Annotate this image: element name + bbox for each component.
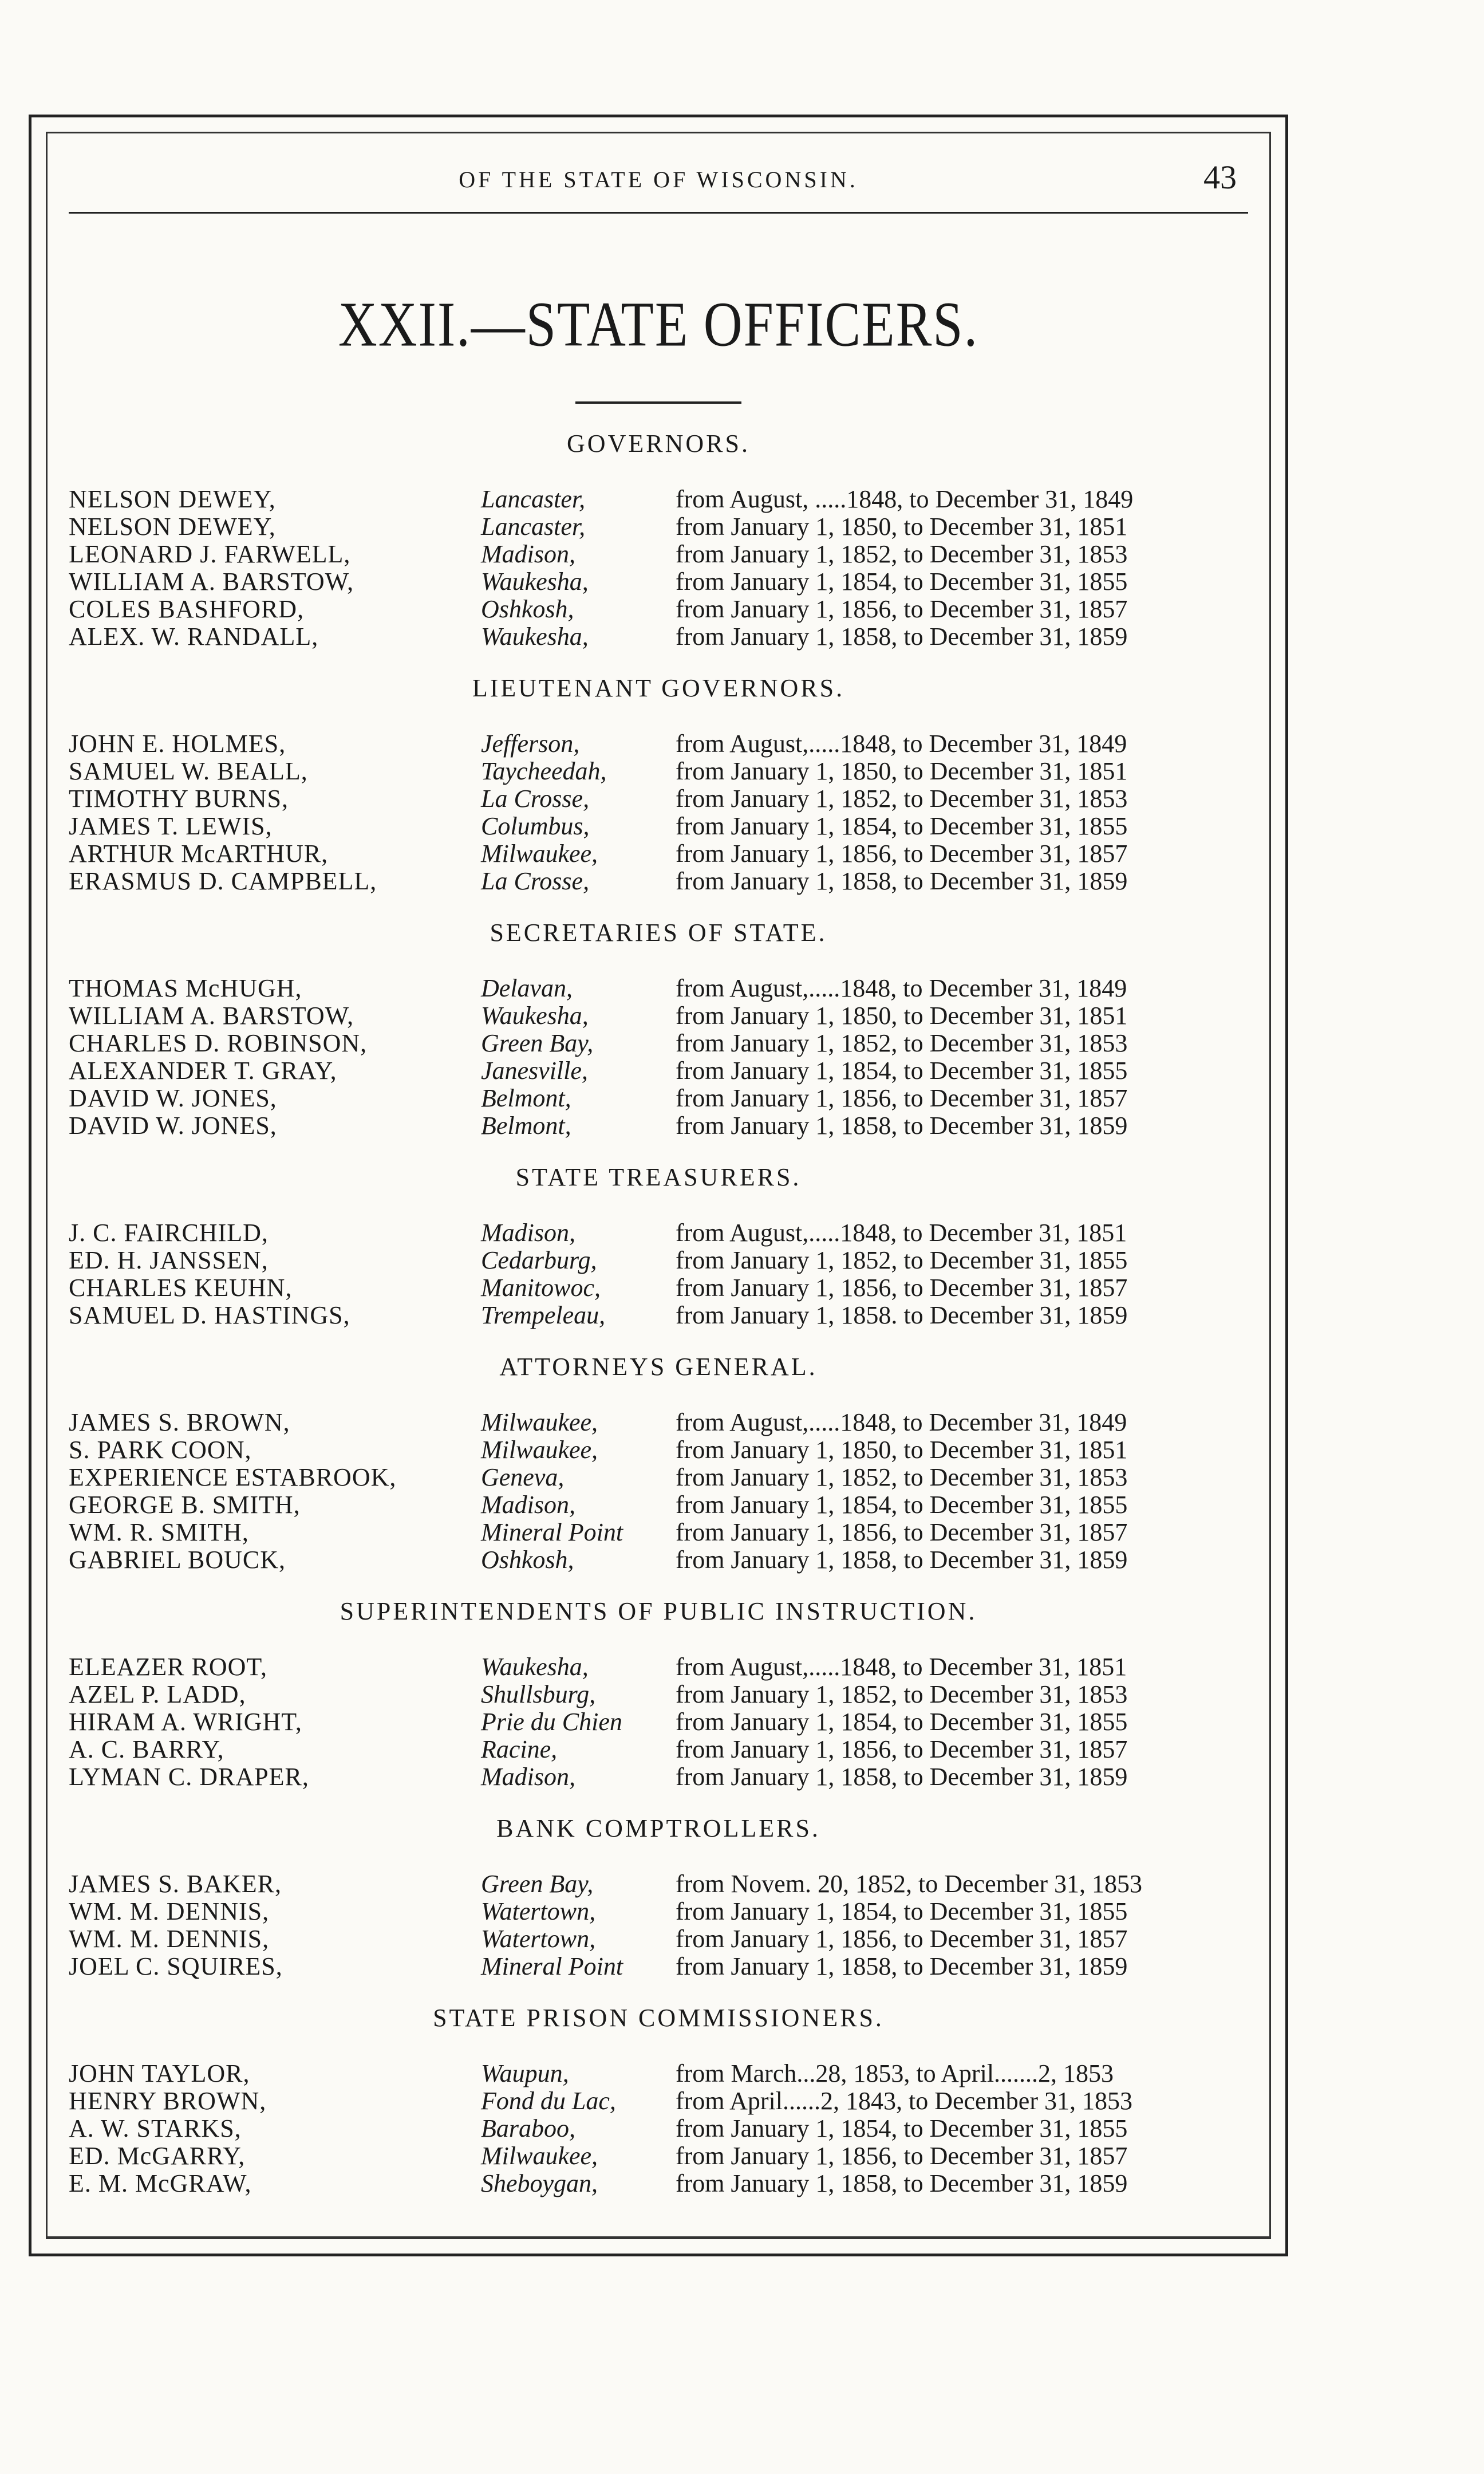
term-dates: from August,.....1848, to December 31, 1849 <box>676 974 1127 1002</box>
term-dates: from January 1, 1856, to December 31, 1857 <box>676 2142 1128 2170</box>
officer-entry <box>69 1491 1248 1519</box>
officer-name: LEONARD J. FARWELL, <box>69 540 351 568</box>
officer-residence: Madison, <box>481 1763 575 1791</box>
officer-entry <box>69 1519 1248 1546</box>
term-dates: from January 1, 1858. to December 31, 1859 <box>676 1301 1128 1329</box>
officer-residence: Jefferson, <box>481 730 580 758</box>
officer-residence: Madison, <box>481 1219 575 1247</box>
officer-residence: Milwaukee, <box>481 1408 598 1436</box>
officer-name: JOHN TAYLOR, <box>69 2059 250 2087</box>
officer-name: S. PARK COON, <box>69 1436 252 1464</box>
officer-name: ELEAZER ROOT, <box>69 1653 268 1681</box>
officer-name: ED. McGARRY, <box>69 2142 246 2170</box>
officer-residence: Baraboo, <box>481 2114 575 2142</box>
officer-name: DAVID W. JONES, <box>69 1112 277 1140</box>
term-dates: from January 1, 1858, to December 31, 1859 <box>676 1112 1128 1140</box>
term-dates: from August,.....1848, to December 31, 1851 <box>676 1653 1127 1681</box>
officer-residence: Janesville, <box>481 1057 588 1085</box>
officer-entry <box>69 1953 1248 1980</box>
section-heading: GOVERNORS. <box>567 430 750 458</box>
officer-residence: Lancaster, <box>481 485 586 513</box>
officer-residence: Watertown, <box>481 1925 596 1953</box>
officer-entry <box>69 1870 1248 1898</box>
term-dates: from January 1, 1856, to December 31, 1857 <box>676 1518 1128 1546</box>
officer-name: WM. M. DENNIS, <box>69 1925 270 1953</box>
officer-residence: Mineral Point <box>481 1518 623 1546</box>
officer-name: DAVID W. JONES, <box>69 1084 277 1112</box>
officer-entry <box>69 1247 1248 1274</box>
officer-entry <box>69 541 1248 568</box>
term-dates: from January 1, 1850, to December 31, 1851 <box>676 513 1128 541</box>
page-border-bottom <box>46 2236 1271 2238</box>
officer-section <box>69 673 1248 895</box>
officer-residence: Madison, <box>481 1491 575 1519</box>
term-dates: from January 1, 1858, to December 31, 1859 <box>676 1546 1128 1574</box>
officer-section <box>69 918 1248 1140</box>
officer-residence: Green Bay, <box>481 1870 594 1898</box>
officer-residence: Belmont, <box>481 1084 571 1112</box>
officer-name: A. C. BARRY, <box>69 1735 224 1763</box>
officer-residence: Milwaukee, <box>481 840 598 868</box>
officer-entry <box>69 1464 1248 1491</box>
term-dates: from Novem. 20, 1852, to December 31, 1853 <box>676 1870 1143 1898</box>
officer-name: CHARLES D. ROBINSON, <box>69 1029 368 1057</box>
officer-entry <box>69 1112 1248 1140</box>
officer-name: WILLIAM A. BARSTOW, <box>69 568 354 596</box>
officer-name: ED. H. JANSSEN, <box>69 1246 269 1274</box>
term-dates: from January 1, 1854, to December 31, 1855 <box>676 568 1128 596</box>
officer-entry <box>69 486 1248 513</box>
officer-name: ALEX. W. RANDALL, <box>69 623 319 651</box>
officer-residence: Fond du Lac, <box>481 2087 616 2115</box>
officer-name: CHARLES KEUHN, <box>69 1274 293 1302</box>
term-dates: from January 1, 1852, to December 31, 1853 <box>676 1680 1128 1708</box>
officer-name: ERASMUS D. CAMPBELL, <box>69 867 377 895</box>
term-dates: from January 1, 1858, to December 31, 1859 <box>676 623 1128 651</box>
title-rule <box>575 401 741 404</box>
term-dates: from January 1, 1854, to December 31, 1855 <box>676 1708 1128 1736</box>
officer-entry <box>69 1274 1248 1302</box>
officer-name: JOHN E. HOLMES, <box>69 730 286 758</box>
officer-entry <box>69 975 1248 1002</box>
officer-section <box>69 1352 1248 1574</box>
officer-residence: Geneva, <box>481 1463 565 1491</box>
officer-name: WILLIAM A. BARSTOW, <box>69 1002 354 1030</box>
officer-residence: Waukesha, <box>481 1002 589 1030</box>
term-dates: from January 1, 1856, to December 31, 1857 <box>676 595 1128 623</box>
term-dates: from January 1, 1852, to December 31, 1855 <box>676 1246 1128 1274</box>
officer-name: EXPERIENCE ESTABROOK, <box>69 1463 397 1491</box>
officer-entry <box>69 1057 1248 1085</box>
officer-entry <box>69 2087 1248 2115</box>
officer-entry <box>69 513 1248 541</box>
term-dates: from January 1, 1850, to December 31, 1851 <box>676 1002 1128 1030</box>
officer-name: COLES BASHFORD, <box>69 595 305 623</box>
officer-name: A. W. STARKS, <box>69 2114 242 2142</box>
chapter-title: XXII.—STATE OFFICERS. <box>338 289 979 360</box>
term-dates: from January 1, 1858, to December 31, 1859 <box>676 1952 1128 1980</box>
officer-name: JAMES S. BROWN, <box>69 1408 290 1436</box>
officer-residence: Oshkosh, <box>481 595 574 623</box>
officer-entry <box>69 1925 1248 1953</box>
term-dates: from January 1, 1856, to December 31, 1857 <box>676 1925 1128 1953</box>
term-dates: from January 1, 1858, to December 31, 1859 <box>676 1763 1128 1791</box>
officer-name: HIRAM A. WRIGHT, <box>69 1708 302 1736</box>
officer-entry <box>69 1681 1248 1708</box>
officer-name: JAMES S. BAKER, <box>69 1870 282 1898</box>
officer-name: NELSON DEWEY, <box>69 485 276 513</box>
officer-residence: La Crosse, <box>481 785 590 813</box>
officer-name: SAMUEL D. HASTINGS, <box>69 1301 350 1329</box>
officer-entry <box>69 1302 1248 1329</box>
term-dates: from January 1, 1854, to December 31, 1855 <box>676 1897 1128 1925</box>
officer-entry <box>69 2142 1248 2170</box>
term-dates: from August,.....1848, to December 31, 1849 <box>676 1408 1127 1436</box>
term-dates: from January 1, 1854, to December 31, 1855 <box>676 1491 1128 1519</box>
officer-name: THOMAS McHUGH, <box>69 974 302 1002</box>
officer-entry <box>69 1085 1248 1112</box>
term-dates: from January 1, 1858, to December 31, 1859 <box>676 2169 1128 2197</box>
officer-residence: Racine, <box>481 1735 558 1763</box>
officer-name: SAMUEL W. BEALL, <box>69 757 308 785</box>
officer-entry <box>69 1898 1248 1925</box>
officer-residence: Green Bay, <box>481 1029 594 1057</box>
term-dates: from April......2, 1843, to December 31, 1853 <box>676 2087 1132 2115</box>
officer-name: E. M. McGRAW, <box>69 2169 252 2197</box>
officer-entry <box>69 758 1248 785</box>
officer-entry <box>69 1409 1248 1436</box>
term-dates: from March...28, 1853, to April.......2, 1853 <box>676 2059 1114 2087</box>
officer-entry <box>69 1653 1248 1681</box>
officer-entry <box>69 1219 1248 1247</box>
term-dates: from January 1, 1852, to December 31, 1853 <box>676 1463 1128 1491</box>
term-dates: from January 1, 1858, to December 31, 1859 <box>676 867 1128 895</box>
officer-residence: Milwaukee, <box>481 2142 598 2170</box>
officer-entry <box>69 623 1248 651</box>
officer-name: TIMOTHY BURNS, <box>69 785 289 813</box>
officer-residence: Waupun, <box>481 2059 569 2087</box>
officer-entry <box>69 1002 1248 1030</box>
officer-name: ALEXANDER T. GRAY, <box>69 1057 337 1085</box>
section-heading: SECRETARIES OF STATE. <box>490 919 827 947</box>
term-dates: from January 1, 1856, to December 31, 1857 <box>676 1735 1128 1763</box>
officer-name: WM. R. SMITH, <box>69 1518 249 1546</box>
officer-sections <box>69 429 1248 2197</box>
section-heading: LIEUTENANT GOVERNORS. <box>472 674 845 702</box>
section-heading: STATE TREASURERS. <box>515 1163 802 1191</box>
officer-section <box>69 1163 1248 1329</box>
officer-entry <box>69 1546 1248 1574</box>
officer-section <box>69 2003 1248 2197</box>
officer-residence: Cedarburg, <box>481 1246 597 1274</box>
term-dates: from January 1, 1854, to December 31, 1855 <box>676 1057 1128 1085</box>
term-dates: from January 1, 1856, to December 31, 1857 <box>676 1274 1128 1302</box>
officer-residence: Watertown, <box>481 1897 596 1925</box>
officer-entry <box>69 1708 1248 1736</box>
officer-residence: Milwaukee, <box>481 1436 598 1464</box>
term-dates: from January 1, 1854, to December 31, 1855 <box>676 2114 1128 2142</box>
officer-entry <box>69 2170 1248 2197</box>
section-heading: ATTORNEYS GENERAL. <box>499 1353 818 1381</box>
term-dates: from January 1, 1856, to December 31, 1857 <box>676 1084 1128 1112</box>
officer-section <box>69 1814 1248 1980</box>
officer-residence: La Crosse, <box>481 867 590 895</box>
term-dates: from January 1, 1852, to December 31, 1853 <box>676 785 1128 813</box>
officer-residence: Oshkosh, <box>481 1546 574 1574</box>
officer-entry <box>69 568 1248 596</box>
officer-residence: Waukesha, <box>481 1653 589 1681</box>
officer-entry <box>69 1436 1248 1464</box>
officer-residence: Trempeleau, <box>481 1301 606 1329</box>
officer-entry <box>69 730 1248 758</box>
officer-entry <box>69 596 1248 623</box>
officer-name: WM. M. DENNIS, <box>69 1897 270 1925</box>
term-dates: from August, .....1848, to December 31, 1849 <box>676 485 1134 513</box>
page-content <box>69 137 1248 2197</box>
officer-name: LYMAN C. DRAPER, <box>69 1763 309 1791</box>
officer-name: J. C. FAIRCHILD, <box>69 1219 269 1247</box>
officer-entry <box>69 868 1248 895</box>
officer-residence: Taycheedah, <box>481 757 607 785</box>
officer-section <box>69 429 1248 651</box>
officer-entry <box>69 840 1248 868</box>
section-heading: BANK COMPTROLLERS. <box>496 1814 820 1842</box>
officer-residence: Waukesha, <box>481 623 589 651</box>
officer-name: JOEL C. SQUIRES, <box>69 1952 283 1980</box>
officer-residence: Prie du Chien <box>481 1708 622 1736</box>
term-dates: from August,.....1848, to December 31, 1851 <box>676 1219 1127 1247</box>
officer-name: AZEL P. LADD, <box>69 1680 246 1708</box>
term-dates: from January 1, 1852, to December 31, 1853 <box>676 1029 1128 1057</box>
section-heading: STATE PRISON COMMISSIONERS. <box>433 2004 884 2032</box>
officer-residence: Columbus, <box>481 812 590 840</box>
officer-residence: Manitowoc, <box>481 1274 601 1302</box>
officer-residence: Mineral Point <box>481 1952 623 1980</box>
officer-residence: Madison, <box>481 540 575 568</box>
officer-residence: Belmont, <box>481 1112 571 1140</box>
term-dates: from January 1, 1850, to December 31, 1851 <box>676 757 1128 785</box>
running-head <box>69 137 1248 212</box>
officer-name: ARTHUR McARTHUR, <box>69 840 329 868</box>
officer-residence: Waukesha, <box>481 568 589 596</box>
officer-entry <box>69 813 1248 840</box>
officer-entry <box>69 2115 1248 2142</box>
term-dates: from January 1, 1856, to December 31, 1857 <box>676 840 1128 868</box>
page-number: 43 <box>1203 159 1237 196</box>
officer-name: GABRIEL BOUCK, <box>69 1546 286 1574</box>
officer-residence: Sheboygan, <box>481 2169 598 2197</box>
term-dates: from January 1, 1850, to December 31, 1851 <box>676 1436 1128 1464</box>
officer-residence: Shullsburg, <box>481 1680 596 1708</box>
officer-name: GEORGE B. SMITH, <box>69 1491 301 1519</box>
officer-name: JAMES T. LEWIS, <box>69 812 273 840</box>
officer-entry <box>69 1736 1248 1763</box>
officer-entry <box>69 1030 1248 1057</box>
officer-residence: Delavan, <box>481 974 573 1002</box>
term-dates: from August,.....1848, to December 31, 1849 <box>676 730 1127 758</box>
section-heading: SUPERINTENDENTS OF PUBLIC INSTRUCTION. <box>340 1597 977 1625</box>
officer-name: NELSON DEWEY, <box>69 513 276 541</box>
header-rule <box>69 212 1248 214</box>
running-title: OF THE STATE OF WISCONSIN. <box>459 167 858 192</box>
officer-entry <box>69 2060 1248 2087</box>
officer-name: HENRY BROWN, <box>69 2087 267 2115</box>
term-dates: from January 1, 1854, to December 31, 1855 <box>676 812 1128 840</box>
officer-section <box>69 1597 1248 1791</box>
officer-entry <box>69 785 1248 813</box>
officer-entry <box>69 1763 1248 1791</box>
term-dates: from January 1, 1852, to December 31, 1853 <box>676 540 1128 568</box>
officer-residence: Lancaster, <box>481 513 586 541</box>
